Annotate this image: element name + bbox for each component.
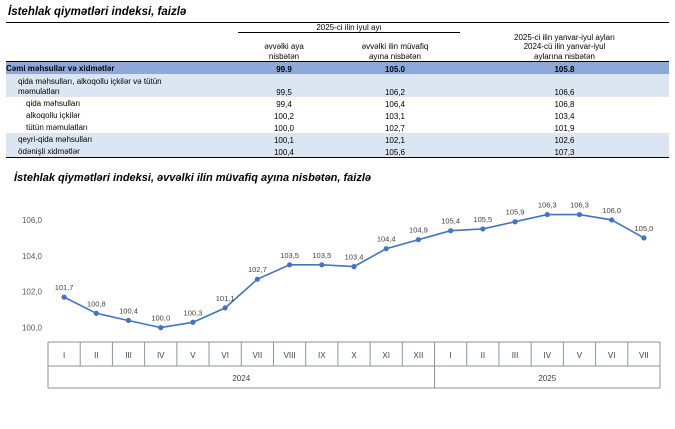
table-header-group-row [6,23,669,33]
row-value-prev-year-month: 103,1 [330,109,460,121]
chart-area [0,184,675,409]
row-value-prev-year-month: 105.0 [330,62,460,75]
data-point-marker [641,236,646,241]
y-tick-label: 102,0 [21,288,42,298]
x-tick-label: VIII [283,351,296,361]
row-value-prev-year-month: 105,6 [330,145,460,157]
x-tick-label: XI [382,351,390,361]
header-col-prev-month-line2: nisbətən [268,51,300,61]
data-point-label: 106,3 [537,200,557,210]
x-tick-label: II [94,351,99,361]
x-tick-label: X [351,351,357,361]
row-value-jan-july: 103,4 [460,109,669,121]
data-point-label: 103,5 [312,251,332,261]
data-point-label: 105,4 [441,216,461,226]
row-label: ödənişli xidmətlər [6,145,238,157]
data-point-marker [351,264,356,269]
data-point-label: 106,3 [570,200,589,210]
header-col-prev-month [238,33,330,62]
table-row [6,145,669,157]
data-point-marker [609,218,614,223]
data-point-label: 102,7 [247,265,267,275]
y-tick-label: 106,0 [21,216,42,226]
x-tick-label: XII [413,351,424,361]
series-point-labels [55,201,654,323]
x-tick-label: III [125,351,132,361]
data-point-label: 100,3 [183,308,203,318]
x-tick-label: VII [639,351,649,361]
data-point-marker [223,306,228,311]
index-table-body [6,62,669,158]
row-label: tütün məmulatları [6,121,238,133]
data-point-label: 103,5 [280,251,299,261]
data-point-marker [190,320,195,325]
header-row-label-blank [6,33,238,62]
row-label-line1: qida məhsulları, alkoqollu içkilər və tütün [18,77,162,87]
row-value-prev-year-month: 106,2 [330,74,460,97]
row-value-prev-month: 100,0 [238,121,330,133]
header-group-2025-july: 2025-ci ilin iyul ayı [238,23,460,33]
index-table [6,22,669,158]
row-value-prev-month: 99,5 [238,74,330,97]
row-value-jan-july: 102,6 [460,133,669,145]
table-row [6,97,669,109]
x-tick-label: VI [607,351,616,361]
data-point-label: 101,7 [54,283,74,293]
row-value-jan-july: 101,9 [460,121,669,133]
table-row [6,133,669,145]
x-tick-label: VII [252,351,263,361]
data-point-marker [577,212,582,217]
data-point-label: 106,0 [602,206,622,216]
data-point-label: 103,4 [344,252,364,262]
row-value-jan-july: 106,6 [460,74,669,97]
data-point-marker [416,237,421,242]
x-tick-label: I [449,351,452,361]
x-tick-label: I [62,351,66,361]
x-axis-year-labels [232,374,556,383]
x-axis-labels [63,351,649,360]
data-point-marker [126,318,131,323]
plot-frame [48,342,660,388]
series-line [64,215,644,328]
data-point-label: 100,8 [86,299,106,309]
header-col-jan-july-line1: 2025-ci ilin yanvar-iyul ayları [514,32,615,42]
data-point-marker [62,295,67,300]
data-point-marker [545,212,550,217]
x-tick-label: III [511,351,519,361]
page-title: İstehlak qiymətləri indeksi, faizlə [8,6,187,18]
row-value-jan-july: 105.8 [460,62,669,75]
x-tick-label: IX [318,351,326,361]
x-tick-label: II [480,351,486,361]
table-row [6,62,669,75]
header-col-prev-year-month-line1: əvvəlki ilin müvafiq [361,42,429,52]
index-table-container [0,22,675,158]
header-col-prev-year-month-line2: ayına nisbətən [368,51,422,61]
header-col-jan-july [460,33,669,62]
x-tick-label: V [576,351,583,361]
header-group-spacer [460,23,669,33]
data-point-marker [158,325,163,330]
x-axis-year-label: 2024 [232,374,251,384]
table-row [6,121,669,133]
table-row [6,109,669,121]
x-tick-label: IV [543,351,552,361]
row-value-prev-year-month: 102,1 [330,133,460,145]
data-point-label: 105,5 [473,215,493,225]
x-axis-year-label: 2025 [538,374,557,384]
row-label-line2: məmulatları [18,87,60,97]
header-empty-corner [6,23,238,33]
data-point-marker [448,228,453,233]
data-point-label: 101,1 [215,294,235,304]
row-label: Cəmi məhsullar və xidmətlər [6,62,238,75]
row-value-prev-year-month: 102,7 [330,121,460,133]
data-point-label: 104,9 [409,225,428,235]
row-value-prev-month: 100,2 [238,109,330,121]
data-point-label: 105,0 [634,224,654,234]
row-label: qida məhsulları [6,97,238,109]
y-axis-ticks [22,216,43,333]
header-col-jan-july-line3: aylarına nisbətən [534,51,595,61]
data-point-marker [94,311,99,316]
data-point-marker [287,263,292,268]
data-point-marker [319,263,324,268]
row-value-prev-month: 100,4 [238,145,330,157]
x-tick-label: V [190,351,196,361]
x-tick-label: IV [156,351,165,361]
row-value-jan-july: 107,3 [460,145,669,157]
x-tick-label: VI [221,351,229,361]
table-row [6,74,669,97]
row-value-prev-month: 99,4 [238,97,330,109]
header-col-prev-year-month [330,33,460,62]
row-label: qeyri-qida məhsulları [6,133,238,145]
row-value-prev-year-month: 106,4 [330,97,460,109]
row-value-prev-month: 100,1 [238,133,330,145]
table-header-sub-row [6,33,669,62]
data-point-marker [384,246,389,251]
row-label: alkoqollu içkilər [6,109,238,121]
y-tick-label: 104,0 [21,252,42,262]
data-point-label: 100,4 [119,306,138,316]
row-label [6,74,238,97]
row-value-jan-july: 106,8 [460,97,669,109]
data-point-label: 104,4 [376,234,396,244]
row-value-prev-month: 99.9 [238,62,330,75]
data-point-marker [255,277,260,282]
header-col-jan-july-line2: 2024-cü ilin yanvar-iyul [523,42,606,52]
data-point-marker [480,227,485,232]
data-point-label: 100,0 [151,313,171,323]
line-chart [0,184,675,409]
data-point-marker [512,219,517,224]
chart-title: İstehlak qiymətləri indeksi, əvvəlki ilin müvafiq ayına nisbətən, faizlə [14,172,372,185]
y-tick-label: 100,0 [21,323,42,333]
series-markers [62,212,647,330]
data-point-label: 105,9 [505,208,525,218]
header-col-prev-month-line1: əvvəlki aya [264,42,304,52]
